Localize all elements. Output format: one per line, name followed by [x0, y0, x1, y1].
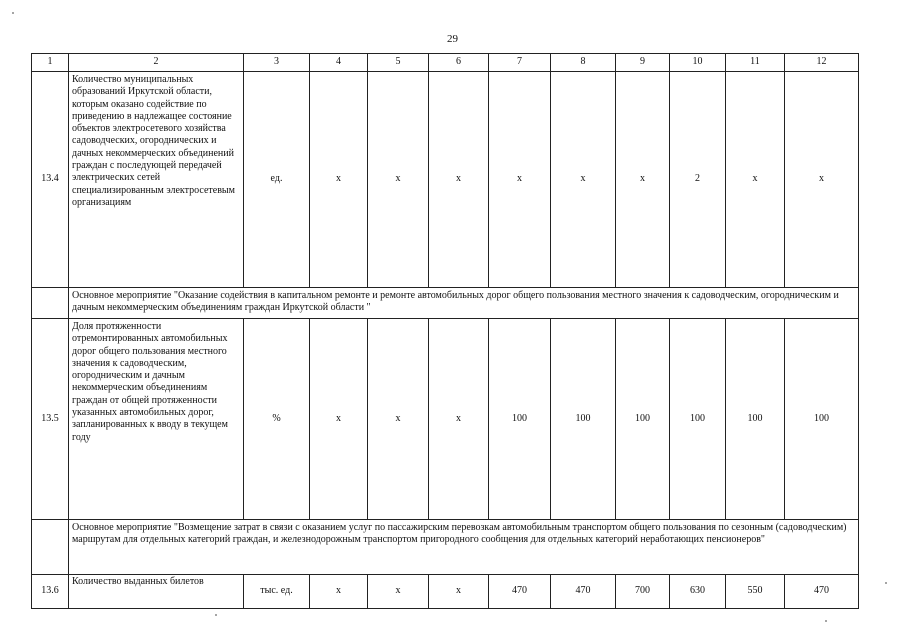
value-cell: х	[429, 72, 489, 288]
value-cell: 700	[616, 575, 670, 609]
scan-speck	[12, 12, 14, 14]
value-cell: х	[551, 72, 616, 288]
header-cell: 8	[551, 54, 616, 72]
scan-speck	[215, 614, 217, 616]
section-row	[32, 520, 859, 575]
row-id: 13.6	[32, 575, 69, 609]
indicator-table	[31, 53, 859, 609]
header-cell: 1	[32, 54, 69, 72]
value-cell: 470	[785, 575, 859, 609]
value-cell: 550	[726, 575, 785, 609]
value-cell: 2	[670, 72, 726, 288]
row-id: 13.5	[32, 319, 69, 520]
scan-speck	[825, 620, 827, 622]
value-cell: 470	[551, 575, 616, 609]
section-empty-cell	[32, 520, 69, 575]
section-title: Основное мероприятие "Возмещение затрат в связи с оказанием услуг по пассажирским перевозкам автомобильным транспортом общего пользования по сезонным (садоводческим) маршрутам для отдельных категорий граждан, и железнодорожным транспортом пригородного сообщения для отдельных категорий неработающих пенсионеров"	[69, 520, 859, 575]
header-cell: 2	[69, 54, 244, 72]
value-cell: х	[310, 72, 368, 288]
value-cell: х	[429, 319, 489, 520]
value-cell: х	[368, 72, 429, 288]
indicator-name: Доля протяженности отремонтированных автомобильных дорог общего пользования местного значения к садоводческим, огородническим и дачным некоммерческим объединениям граждан от общей протяженности указанных автомобильных дорог, запланированных к вводу в текущем году	[69, 319, 244, 520]
header-cell: 5	[368, 54, 429, 72]
table-row	[32, 575, 859, 609]
value-cell: х	[726, 72, 785, 288]
section-title: Основное мероприятие "Оказание содействия в капитальном ремонте и ремонте автомобильных дорог общего пользования местного значения к садоводческим, огородническим и дачным некоммерческим объединениям граждан Иркутской области "	[69, 288, 859, 319]
header-cell: 7	[489, 54, 551, 72]
value-cell: 470	[489, 575, 551, 609]
indicator-name: Количество выданных билетов	[69, 575, 244, 609]
value-cell: 100	[726, 319, 785, 520]
header-row	[32, 54, 859, 72]
page-number: 29	[447, 33, 458, 45]
header-cell: 11	[726, 54, 785, 72]
row-id: 13.4	[32, 72, 69, 288]
value-cell: х	[368, 575, 429, 609]
value-cell: х	[310, 319, 368, 520]
table-row	[32, 319, 859, 520]
unit-cell: тыс. ед.	[244, 575, 310, 609]
value-cell: х	[368, 319, 429, 520]
scan-speck	[885, 582, 887, 584]
value-cell: 100	[670, 319, 726, 520]
value-cell: 100	[616, 319, 670, 520]
indicator-name: Количество муниципальных образований Иркутской области, которым оказано содействие по приведению в надлежащее состояние объектов электросетевого хозяйства садоводческих, огороднических и дачных некоммерческих объединений граждан с последующей передачей электрических сетей специализированным электросетевым организациям	[69, 72, 244, 288]
value-cell: 100	[785, 319, 859, 520]
value-cell: х	[616, 72, 670, 288]
value-cell: х	[489, 72, 551, 288]
header-cell: 3	[244, 54, 310, 72]
value-cell: х	[310, 575, 368, 609]
table-row	[32, 72, 859, 288]
section-empty-cell	[32, 288, 69, 319]
header-cell: 6	[429, 54, 489, 72]
header-cell: 12	[785, 54, 859, 72]
value-cell: х	[429, 575, 489, 609]
header-cell: 9	[616, 54, 670, 72]
value-cell: 100	[489, 319, 551, 520]
section-row	[32, 288, 859, 319]
header-cell: 10	[670, 54, 726, 72]
value-cell: 630	[670, 575, 726, 609]
header-cell: 4	[310, 54, 368, 72]
value-cell: х	[785, 72, 859, 288]
unit-cell: ед.	[244, 72, 310, 288]
unit-cell: %	[244, 319, 310, 520]
value-cell: 100	[551, 319, 616, 520]
